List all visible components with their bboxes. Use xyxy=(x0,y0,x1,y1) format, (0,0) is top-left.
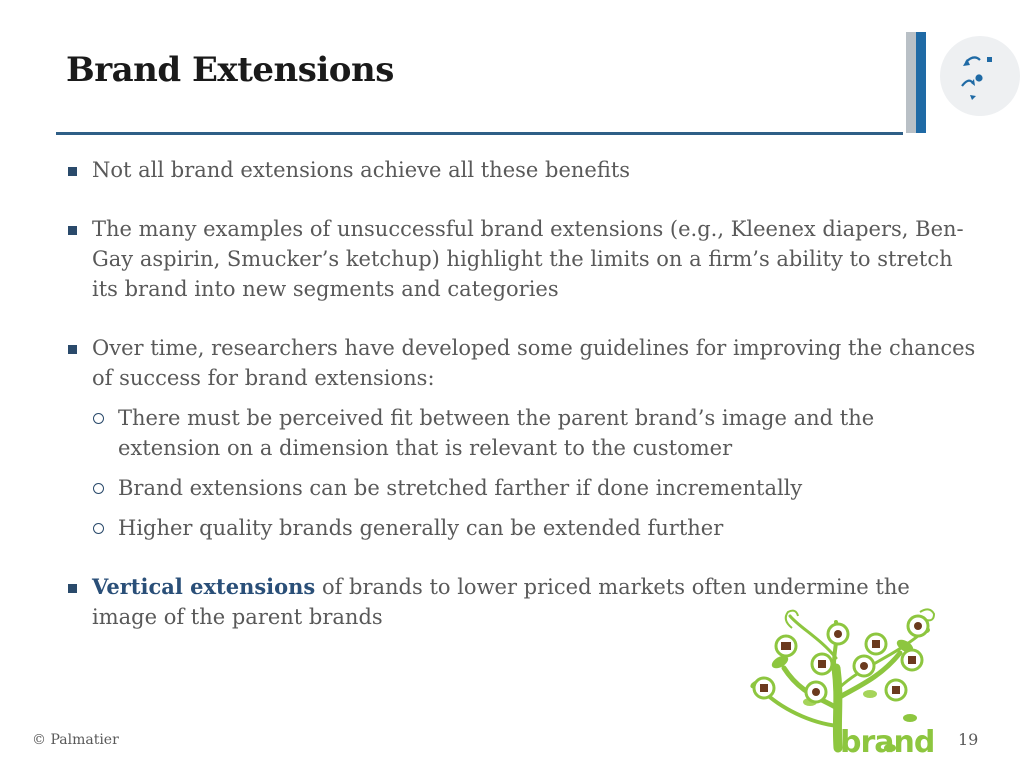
title-underline xyxy=(56,132,903,135)
tree-word: brand xyxy=(840,725,935,760)
bullet-text: Over time, researchers have developed some guidelines for improving the chances of success for brand extensions: xyxy=(92,336,976,390)
brand-tree-illustration xyxy=(740,598,940,760)
logo-arrows-icon xyxy=(940,36,1020,116)
accent-bar-gray xyxy=(906,32,916,133)
sub-bullet-item xyxy=(66,513,978,543)
square-bullet-icon xyxy=(68,345,77,354)
bullet-item xyxy=(66,333,978,393)
accent-bar-blue xyxy=(916,32,926,133)
bullet-text: The many examples of unsuccessful brand extensions (e.g., Kleenex diapers, Ben-Gay aspirin, Smucker’s ketchup) highlight the limits on a firm’s ability to stretch its brand into new segments and categories xyxy=(92,217,964,301)
sub-bullet-text: There must be perceived fit between the parent brand’s image and the extension on a dimension that is relevant to the customer xyxy=(118,406,875,460)
slide-body xyxy=(66,155,978,632)
square-bullet-icon xyxy=(68,584,77,593)
slide-title: Brand Extensions xyxy=(66,50,394,90)
emphasis-text: Vertical extensions xyxy=(92,574,316,599)
bullet-item xyxy=(66,155,978,185)
ring-bullet-icon xyxy=(93,413,104,424)
sub-bullet-text: Higher quality brands generally can be extended further xyxy=(118,516,724,540)
sub-bullet-item xyxy=(66,403,978,463)
sub-bullet-text: Brand extensions can be stretched farther if done incrementally xyxy=(118,476,803,500)
square-bullet-icon xyxy=(68,167,77,176)
footer-copyright: © Palmatier xyxy=(32,732,119,748)
page-number: 19 xyxy=(958,730,979,749)
ring-bullet-icon xyxy=(93,483,104,494)
bullet-item xyxy=(66,214,978,304)
ring-bullet-icon xyxy=(93,523,104,534)
bullet-text: Not all brand extensions achieve all these benefits xyxy=(92,158,631,182)
square-bullet-icon xyxy=(68,226,77,235)
bullet-text: of brands to lower priced markets often undermine the image of the parent brands xyxy=(92,575,910,629)
sub-bullet-item xyxy=(66,473,978,503)
